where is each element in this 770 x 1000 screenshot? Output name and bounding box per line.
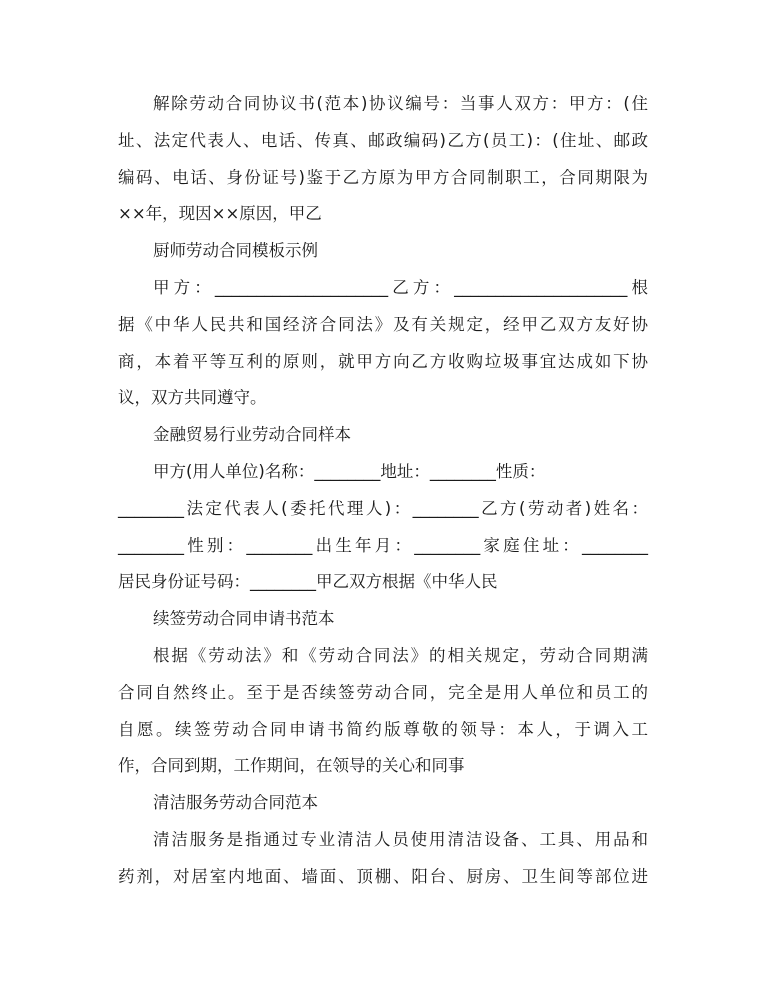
paragraph-line: 甲方：_____________________乙方：_____________________根 xyxy=(153,277,648,297)
document-body xyxy=(118,86,648,896)
section-heading: 金融贸易行业劳动合同样本 xyxy=(153,425,351,445)
paragraph-line: 药剂，对居室内地面、墙面、顶棚、阳台、厨房、卫生间等部位进 xyxy=(118,866,648,886)
paragraph-line: 作，合同到期，工作期间，在领导的关心和同事 xyxy=(118,756,465,776)
paragraph-line: 居民身份证号码：________甲乙双方根据《中华人民 xyxy=(118,572,498,592)
section-heading: 厨师劳动合同模板示例 xyxy=(153,241,318,261)
paragraph-line: ________性别：________出生年月：________家庭住址：________ xyxy=(118,535,648,555)
paragraph-line: 据《中华人民共和国经济合同法》及有关规定，经甲乙双方友好协 xyxy=(118,314,648,334)
section-heading: 清洁服务劳动合同范本 xyxy=(153,793,318,813)
paragraph-line: 解除劳动合同协议书(范本)协议编号：当事人双方：甲方：(住 xyxy=(153,94,648,113)
paragraph-line: 商，本着平等互利的原则，就甲方向乙方收购垃圾事宜达成如下协 xyxy=(118,351,648,371)
paragraph-line: ________法定代表人(委托代理人)：________乙方(劳动者)姓名： xyxy=(118,498,648,518)
paragraph-line: 根据《劳动法》和《劳动合同法》的相关规定，劳动合同期满 xyxy=(153,645,648,665)
paragraph-line: ××年，现因××原因，甲乙 xyxy=(118,204,322,224)
paragraph-line: 编码、电话、身份证号)鉴于乙方原为甲方合同制职工，合同期限为 xyxy=(118,167,648,187)
paragraph-line: 自愿。续签劳动合同申请书简约版尊敬的领导：本人，于调入工 xyxy=(118,719,648,739)
paragraph-line: 址、法定代表人、电话、传真、邮政编码)乙方(员工)：(住址、邮政 xyxy=(118,130,648,150)
paragraph-line: 合同自然终止。至于是否续签劳动合同，完全是用人单位和员工的 xyxy=(118,682,648,702)
paragraph-line: 议，双方共同遵守。 xyxy=(118,388,267,408)
paragraph-line: 甲方(用人单位)名称：________地址：________性质： xyxy=(153,461,546,481)
paragraph-line: 清洁服务是指通过专业清洁人员使用清洁设备、工具、用品和 xyxy=(153,829,648,849)
section-heading: 续签劳动合同申请书范本 xyxy=(153,609,335,629)
